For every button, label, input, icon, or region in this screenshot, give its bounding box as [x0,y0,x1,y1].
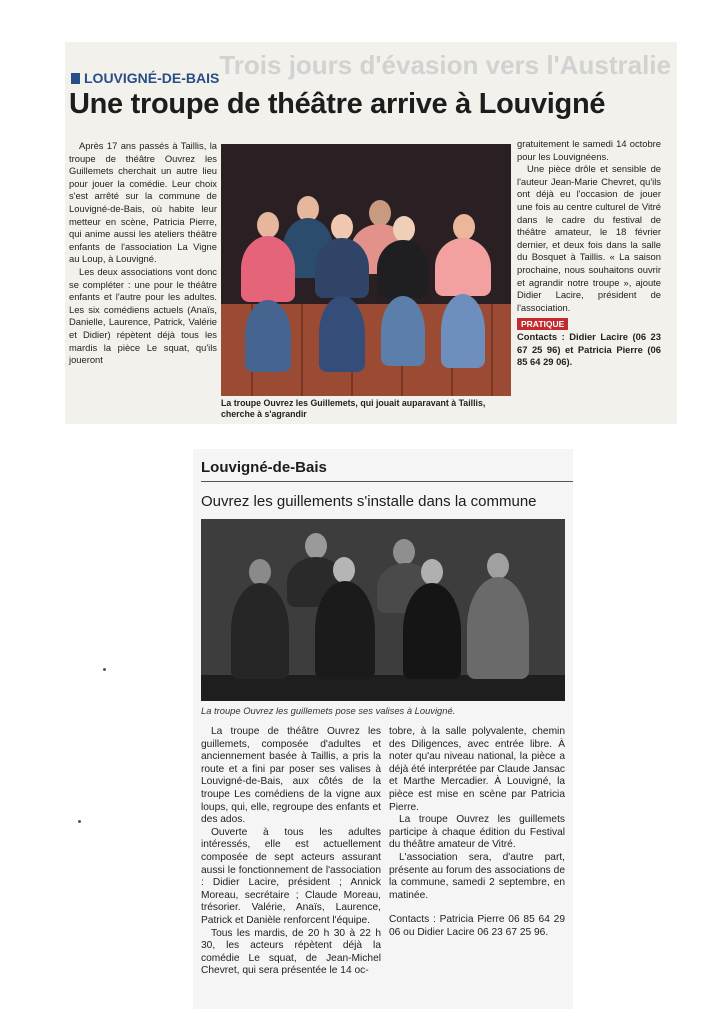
section-label: LOUVIGNÉ-DE-BAIS [71,70,219,86]
contacts: Contacts : Didier Lacire (06 23 67 25 96) et Patricia Pierre (06 85 64 29 06). [517,330,661,368]
article-column-1 [201,726,381,978]
paragraph: L'association sera, d'autre part, présente au forum des associations de la commune, samedi 2 septembre, en matinée. [389,851,565,901]
paragraph: La troupe Ouvrez les guillemets participe à chaque édition du Festival du théâtre amateur de Vitré. [389,814,565,851]
newspaper-clipping-1 [65,42,677,424]
troupe-photo [201,519,565,701]
paragraph: Les deux associations vont donc se compléter : une pour le théâtre enfants et l'autre pour les adultes. Les six comédiens actuels (Anaïs, Danielle, Laurence, Patrick, Valérie et Didier) répètent déjà tous les mardis la pièce Le squat, qu'ils joueront [69,265,217,366]
pratique-badge: PRATIQUE [517,318,568,330]
paragraph: Tous les mardis, de 20 h 30 à 22 h 30, les acteurs répètent déjà la comédie Le squat, de Jean-Michel Chevret, qui sera présentée le 14 oc- [201,927,381,977]
headline: Une troupe de théâtre arrive à Louvigné [69,88,606,120]
paragraph: Ouverte à tous les adultes intéressés, elle est actuellement composée de sept acteurs assurant aussi le fonctionnement de l'association : Didier Lacire, président ; Annick Moreau, secrétaire ; Claude Moreau, trésorier. Valérie, Anaïs, Laurence, Patrick et Danièle renforcent l'équipe. [201,826,381,926]
article-column-3 [517,138,661,369]
paragraph: gratuitement le samedi 14 octobre pour les Louvignéens. [517,138,661,162]
paragraph: Après 17 ans passés à Taillis, la troupe de théâtre Ouvrez les Guillemets cherchait un autre lieu pour jouer la comédie. Leur choix s'est arrêté sur la commune de Louvigné-de-Bais, où habite leur metteur en scène, Patricia Pierre, qui anime aussi les ateliers théâtre enfants de l'association La Vigne au Loup, à Louvigné. [69,140,217,265]
section-marker-icon [71,73,80,84]
article-column-1 [69,140,217,367]
photo-caption: La troupe Ouvrez les guillemets pose ses valises à Louvigné. [201,705,456,716]
article-column-2 [389,726,565,940]
troupe-photo [221,144,511,396]
section-label: Louvigné-de-Bais [201,459,327,476]
contacts: Contacts : Patricia Pierre 06 85 64 29 06 ou Didier Lacire 06 23 67 25 96. [389,914,565,938]
scan-speck [103,668,106,671]
divider [201,481,573,482]
newspaper-clipping-2 [193,449,573,1009]
photo-caption: La troupe Ouvrez les Guillemets, qui jouait auparavant à Taillis, cherche à s'agrandir [221,398,486,419]
paragraph: La troupe de théâtre Ouvrez les guillemets, composée d'adultes et anciennement basée à Taillis, a pris la route et a fini par poser ses valises à Louvigné-de-Bais, aux côtés de la troupe Les comédiens de la vigne aux loups, qui, elle, regroupe des enfants et des ados. [201,726,381,826]
scan-speck [78,820,81,823]
paragraph: Une pièce drôle et sensible de l'auteur Jean-Marie Chevret, qu'ils ont déjà eu l'occasion de jouer une fois au centre culturel de Vitré dans le cadre du festival de théâtre amateur, le 18 février dernier, et deux fois dans la salle du Bosquet à Taillis. « La saison prochaine, nous souhaitons ouvrir et agrandir notre troupe », ajoute Didier Lacire, président de l'association. [517,163,661,313]
paragraph: tobre, à la salle polyvalente, chemin des Diligences, avec entrée libre. À noter qu'au niveau national, la pièce a déjà été interprétée par Claude Jansac et Marthe Mercadier. À Louvigné, la pièce est mise en scène par Patricia Pierre. [389,726,565,813]
bleed-through-header: Trois jours d'évasion vers l'Australie [219,50,671,80]
headline: Ouvrez les guillements s'installe dans la commune [201,493,537,510]
